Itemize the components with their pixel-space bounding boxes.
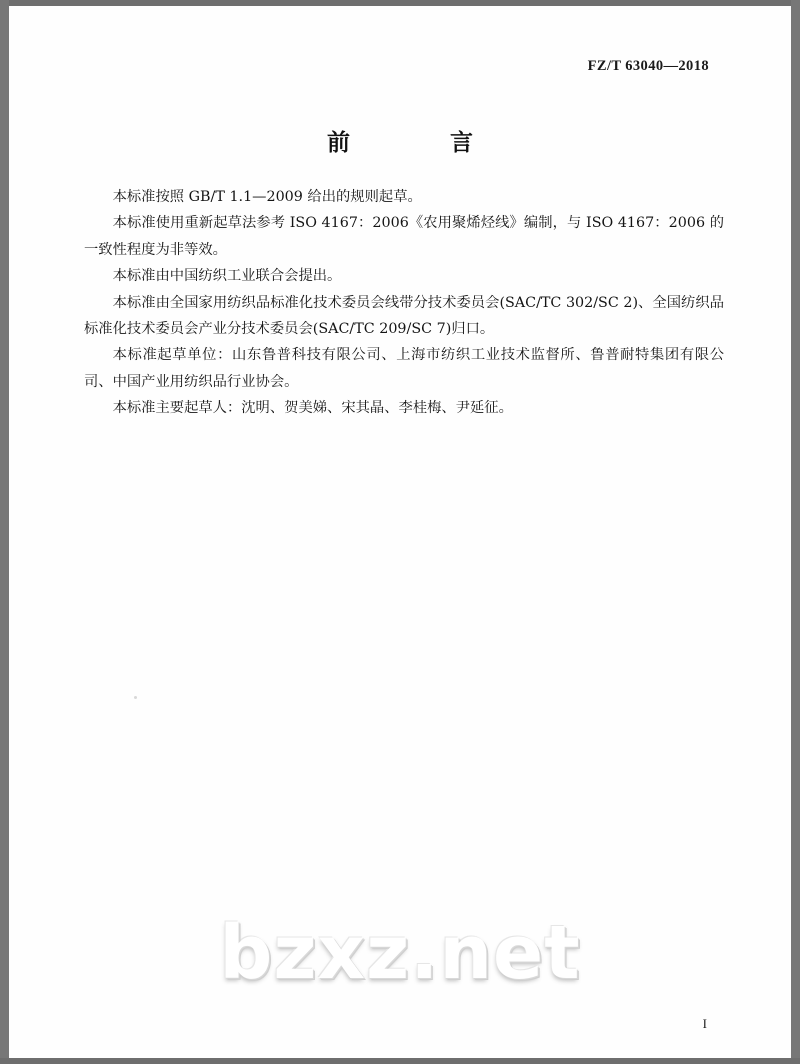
foreword-body (84, 184, 724, 422)
scan-speck (134, 696, 137, 699)
paragraph: 本标准按照 GB/T 1.1—2009 给出的规则起草。 (112, 189, 422, 205)
page-edge-right (791, 0, 800, 1064)
paragraph: 本标准由中国纺织工业联合会提出。 (112, 268, 342, 285)
paragraph: 本标准起草单位：山东鲁普科技有限公司、上海市纺织工业技术监督所、鲁普耐特集团有限公司、中国产业用纺织品行业协会。 (84, 347, 724, 390)
page-edge-bottom (0, 1058, 800, 1064)
page-sheet (9, 6, 791, 1058)
page-title: 前 言 (327, 129, 491, 156)
paragraph: 本标准主要起草人：沈明、贺美娣、宋其晶、李桂梅、尹延征。 (112, 400, 513, 417)
paragraph: 本标准由全国家用纺织品标准化技术委员会线带分技术委员会(SAC/TC 302/SC 2)、全国纺织品标准化技术委员会产业分技术委员会(SAC/TC 209/SC 7)归口。 (84, 294, 724, 338)
watermark: bzxz.net (219, 910, 581, 996)
standard-code-header: FZ/T 63040—2018 (587, 58, 709, 74)
page-number: I (702, 1016, 707, 1031)
paragraph: 本标准使用重新起草法参考 ISO 4167：2006《农用聚烯烃线》编制，与 ISO 4167：2006 的一致性程度为非等效。 (84, 215, 724, 258)
page-edge-left (0, 0, 9, 1064)
